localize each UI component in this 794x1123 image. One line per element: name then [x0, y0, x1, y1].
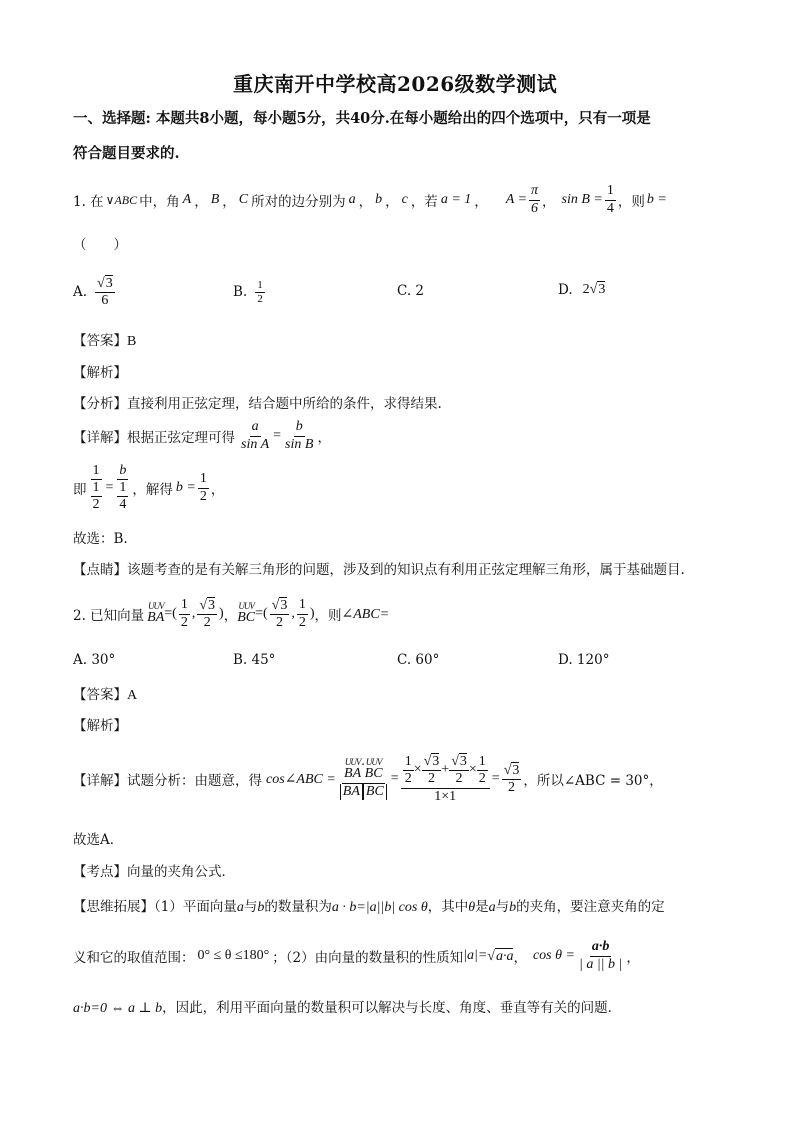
q1-ji: 即 $\frac{1}{\frac{1}{2}}$ = $\frac{b}{\frac{1}{4}}$ ，解得 b = $\frac{1}{2}$ ， — [73, 462, 225, 513]
q1-one-quarter: $\frac{1}{4}$ — [606, 183, 614, 216]
q2-option-a: A. 30° — [73, 652, 116, 668]
q2-choose: 故选A． — [73, 832, 124, 848]
q1-detail: 【详解】 根据正弦定理可得 $\frac{a}{\text{sin A}}$ = $\frac{b}{\text{sin B}}$ ， — [73, 419, 331, 452]
q1-a-eq: a = 1 — [440, 192, 472, 207]
q1-then: ，则 — [617, 194, 645, 210]
q2-answer: 【答案】A — [73, 687, 138, 703]
q2-siwei-line1: 【思维拓展】（1）平面向量a与b的数量积为a · b=|a||b| cos θ，其中θ是a与b的夹角，要注意夹角的定 — [73, 899, 665, 915]
q1-pi-over-6: $\frac{\pi}{6}$ — [531, 183, 539, 216]
q1-if: ，若 — [410, 194, 438, 210]
vector-BA: UUV BA — [147, 601, 165, 625]
q1-stem: 1. 在 ∨ABC 中，角 A ， B ， C 所对的边分别为 a ， b ， c ，若 a = 1 ， A = $\frac{\pi}{6}$ ， sin B = $\frac{1}{4}$ ，则 b = — [73, 183, 667, 216]
q1-option-a: A. $\frac{√3}{6}$ — [73, 275, 113, 308]
q1-b-eq: b = — [646, 192, 667, 207]
q2-detail: 【详解】 试题分析：由题意，得 cos∠ABC = UUV BA · UUV BC BA BC = $\frac{1}{2}$ × $\frac{√3}{2}$ + $\frac{√3}{2}$ × $\frac{1}{2}$ 1×1 = $\frac{√3}{2}$ ，所以∠ABC = 30°， — [73, 753, 663, 804]
q1-triangle: ∨ABC — [105, 192, 138, 207]
q2-analysis-tag: 【解析】 — [73, 718, 127, 734]
q1-side-b: b — [375, 192, 383, 207]
q1-A-eq: A = — [505, 192, 528, 207]
q1-prefix: 1. 在 — [73, 194, 104, 210]
q1-side-a: a — [348, 192, 356, 207]
vector-BC: UUV BC — [237, 601, 256, 625]
q1-analysis-tag: 【解析】 — [73, 365, 127, 381]
q1-option-b: B. $\frac{1}{2}$ — [233, 278, 263, 305]
q1-paren: （ ） — [73, 237, 127, 253]
q1-mid2: 所对的边分别为 — [251, 194, 346, 210]
section-header-line2: 符合题目要求的. — [73, 145, 180, 162]
q1-angle-C: C — [238, 192, 249, 207]
q1-sinB-eq: sin B = — [561, 192, 603, 207]
q2-siwei-line2: 义和它的取值范围： 0° ≤ θ ≤180° ；（2）由向量的数量积的性质知 |a|= √a·a ， cos θ = $\frac{a\cdot b}{| a || b |}$ ， — [73, 939, 640, 972]
q1-side-c: c — [401, 192, 408, 207]
section-header-line1: 一、选择题: 本题共8小题，每小题5分，共40分.在每小题给出的四个选项中，只有一项是 — [73, 110, 651, 127]
q1-angle-B: B — [210, 192, 220, 207]
page-title: 重庆南开中学校高2026级数学测试 — [233, 72, 558, 96]
q1-fenxi: 【分析】直接利用正弦定理，结合题中所给的条件，求得结果. — [73, 396, 442, 412]
q1-option-d: D. 2 √3 — [558, 281, 606, 298]
q2-option-c: C. 60° — [397, 652, 440, 668]
q1-option-c: C. 2 — [397, 283, 425, 299]
cos-numeric-fraction: $\frac{1}{2}$ × $\frac{√3}{2}$ + $\frac{√3}{2}$ × $\frac{1}{2}$ 1×1 — [401, 753, 490, 804]
q2-kaodian: 【考点】向量的夹角公式． — [73, 864, 235, 880]
cos-vector-fraction: UUV BA · UUV BC BA BC — [338, 758, 389, 799]
q1-choose: 故选：B. — [73, 531, 128, 547]
q2-option-d: D. 120° — [558, 652, 610, 668]
q2-stem: 2. 已知向量 UUV BA =( $\frac{1}{2}$ , $\frac{√3}{2}$ ) ， UUV BC =( $\frac{√3}{2}$ , $\frac{1}{2}$ ) ，则 ∠ABC= — [73, 597, 390, 630]
q1-answer: 【答案】B — [73, 333, 137, 349]
q2-siwei-line3: a·b=0 ⇔ a ⊥ b，因此，利用平面向量的数量积可以解决与长度、角度、垂直等有关的问题． — [73, 1000, 622, 1016]
q1-angle-A: A — [182, 192, 192, 207]
q1-mid1: 中，角 — [139, 194, 180, 210]
q2-option-b: B. 45° — [233, 652, 276, 668]
q1-comment: 【点睛】该题考查的是有关解三角形的问题，涉及到的知识点有利用正弦定理解三角形，属于基础题目. — [73, 562, 685, 578]
